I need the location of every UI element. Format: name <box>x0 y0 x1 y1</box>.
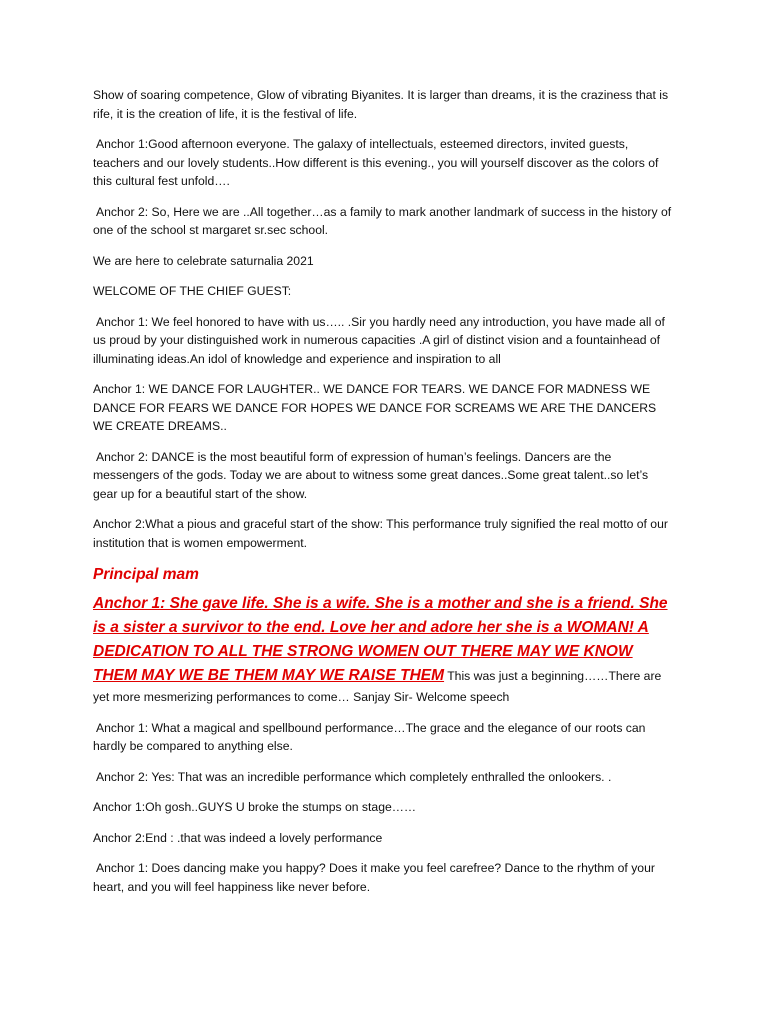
anchor-1-magical: Anchor 1: What a magical and spellbound performance…The grace and the elegance of our roots can hardly be compared to anything else. <box>93 720 646 753</box>
anchor-2-together: Anchor 2: So, Here we are ..All together…as a family to mark another landmark of success in the history of one of the school st margaret sr.sec school. <box>93 204 672 237</box>
women-dedication-plain-text: This was just a beginning……There are yet more mesmerizing performances to come… Sanjay Sir- Welcome speech <box>93 669 662 704</box>
anchor-2-end: Anchor 2:End : .that was indeed a lovely performance <box>93 830 383 845</box>
chief-guest-heading: WELCOME OF THE CHIEF GUEST: <box>93 284 292 298</box>
intro-paragraph: Show of soaring competence, Glow of vibrating Biyanites. It is larger than dreams, it is the craziness that is rife, it is the creation of life, it is the festival of life. <box>93 88 669 121</box>
anchor-1-greeting: Anchor 1:Good afternoon everyone. The galaxy of intellectuals, esteemed directors, invited guests, teachers and our lovely students..How different is this evening., you will yourself discover as the colors of this cultural fest unfold…. <box>93 137 659 188</box>
document-page <box>93 86 675 908</box>
anchor-1-honored: Anchor 1: We feel honored to have with us….. .Sir you hardly need any introduction, you have made all of us proud by your distinguished work in numerous capacities .A girl of distinct vision and a fountainhead of illuminating ideas.An idol of knowledge and experience and inspiration to all <box>93 314 665 366</box>
anchor-1-dance: Anchor 1: WE DANCE FOR LAUGHTER.. WE DANCE FOR TEARS. WE DANCE FOR MADNESS WE DANCE FOR FEARS WE DANCE FOR HOPES WE DANCE FOR SCREAMS WE ARE THE DANCERS WE CREATE DREAMS.. <box>93 382 657 433</box>
principal-heading: Principal mam <box>93 566 199 583</box>
anchor-2-dance-expression: Anchor 2: DANCE is the most beautiful form of expression of human’s feelings. Dancers are the messengers of the gods. Today we are about to witness some great dances..Some great talent..so let’s gear up for a beautiful start of the show. <box>93 449 649 501</box>
anchor-1-stumps: Anchor 1:Oh gosh..GUYS U broke the stumps on stage…… <box>93 800 417 814</box>
women-dedication-red-text: Anchor 1: She gave life. She is a wife. She is a mother and she is a friend. She is a sister a survivor to the end. Love her and adore her she is a WOMAN! A DEDICATION TO ALL THE STRONG WOMEN OUT THERE MAY WE KNOW THEM MAY WE BE THEM MAY WE RAISE THEM <box>93 595 668 684</box>
women-dedication-paragraph <box>93 592 675 707</box>
anchor-1-happiness: Anchor 1: Does dancing make you happy? Does it make you feel carefree? Dance to the rhythm of your heart, and you will feel happiness like never before. <box>93 861 655 894</box>
anchor-2-pious-start: Anchor 2:What a pious and graceful start of the show: This performance truly signified the real motto of our institution that is women empowerment. <box>93 517 668 550</box>
celebrate-line: We are here to celebrate saturnalia 2021 <box>93 253 314 268</box>
anchor-2-incredible: Anchor 2: Yes: That was an incredible performance which completely enthralled the onlookers. . <box>96 769 612 784</box>
